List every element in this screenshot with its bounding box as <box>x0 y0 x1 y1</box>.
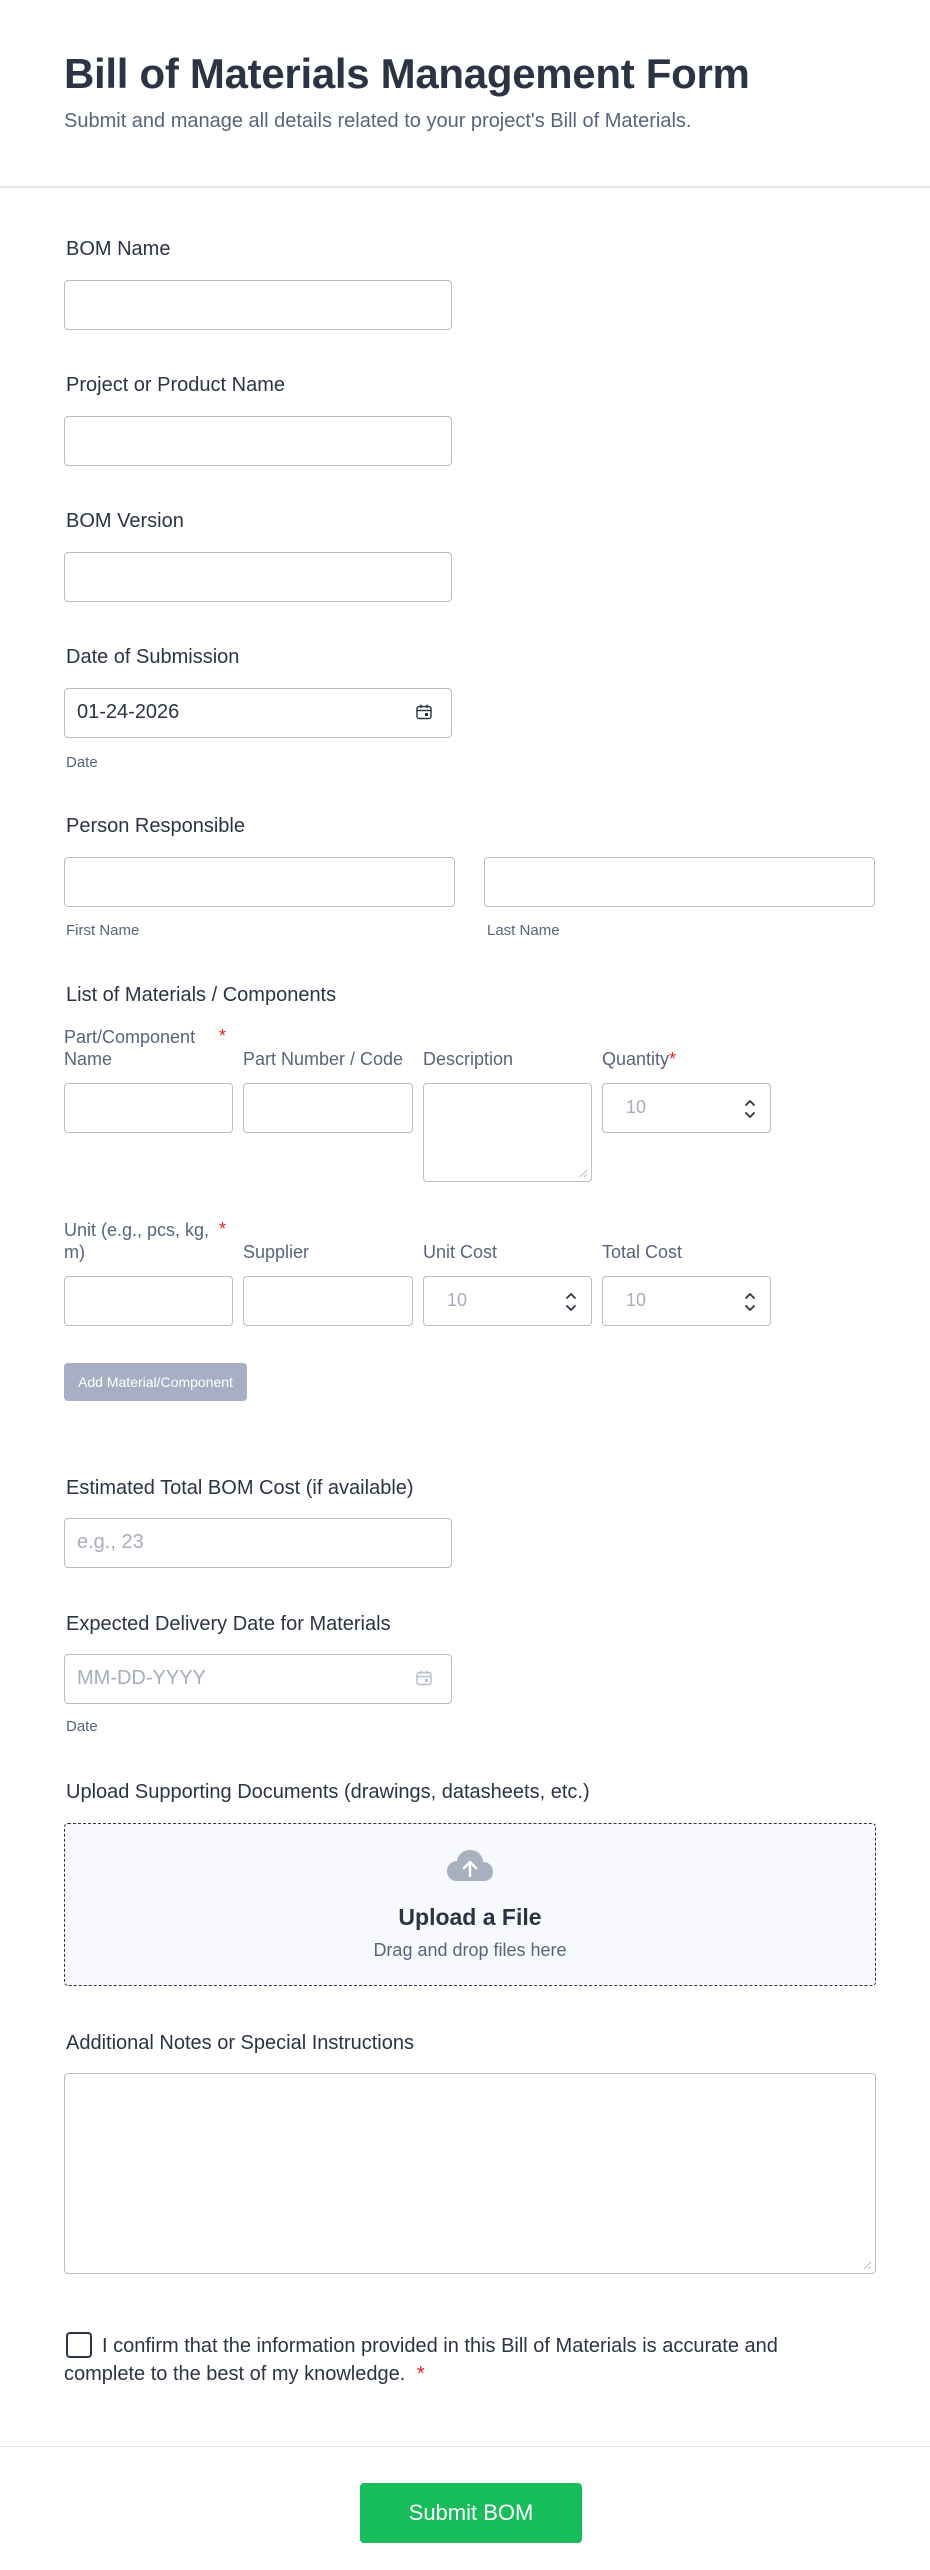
col-total-cost-label: Total Cost <box>602 1242 683 1262</box>
required-marker: * <box>219 1026 227 1046</box>
resize-handle-icon[interactable] <box>862 2260 872 2270</box>
cloud-upload-icon <box>445 1848 495 1884</box>
estimated-cost-label: Estimated Total BOM Cost (if available) <box>66 1477 414 1499</box>
col-part-name-label: Part/Component Name <box>64 1027 196 1069</box>
col-quantity-label: Quantity* <box>602 1049 677 1069</box>
form-title: Bill of Materials Management Form <box>64 50 750 97</box>
description-textarea[interactable] <box>423 1083 592 1182</box>
total-cost-stepper[interactable] <box>602 1276 771 1326</box>
file-upload-dropzone[interactable] <box>64 1823 876 1986</box>
form-header <box>0 0 930 188</box>
delivery-date-sublabel: Date <box>66 1718 98 1735</box>
upload-label: Upload Supporting Documents (drawings, datasheets, etc.) <box>66 1781 590 1803</box>
delivery-date-placeholder: MM-DD-YYYY <box>77 1667 206 1689</box>
estimated-cost-input[interactable] <box>64 1518 452 1568</box>
col-description-label: Description <box>423 1049 514 1069</box>
delivery-date-label: Expected Delivery Date for Materials <box>66 1613 391 1635</box>
confirm-text: I confirm that the information provided in this Bill of Materials is accurate and complete to the best of my knowledge. * <box>64 2335 778 2385</box>
quantity-stepper[interactable] <box>602 1083 771 1133</box>
date-submission-sublabel: Date <box>66 754 98 771</box>
person-responsible-label: Person Responsible <box>66 815 245 837</box>
upload-hint: Drag and drop files here <box>373 1940 567 1960</box>
bom-name-label: BOM Name <box>66 238 171 260</box>
col-part-number-label: Part Number / Code <box>243 1049 404 1069</box>
first-name-input[interactable] <box>64 857 455 907</box>
bom-name-input[interactable] <box>64 280 452 330</box>
calendar-icon[interactable] <box>415 703 433 721</box>
bom-version-label: BOM Version <box>66 510 184 532</box>
spinner-arrows-icon[interactable] <box>564 1287 578 1317</box>
project-name-label: Project or Product Name <box>66 374 285 396</box>
col-supplier-label: Supplier <box>243 1242 310 1262</box>
first-name-sublabel: First Name <box>66 922 140 939</box>
materials-label: List of Materials / Components <box>66 984 337 1006</box>
total-cost-placeholder: 10 <box>626 1290 647 1310</box>
last-name-sublabel: Last Name <box>487 922 560 939</box>
supplier-input[interactable] <box>243 1276 413 1326</box>
part-name-input[interactable] <box>64 1083 233 1133</box>
resize-handle-icon[interactable] <box>578 1168 588 1178</box>
unit-cost-stepper[interactable] <box>423 1276 592 1326</box>
date-submission-value: 01-24-2026 <box>77 701 180 723</box>
last-name-input[interactable] <box>484 857 875 907</box>
required-marker: * <box>219 1219 227 1239</box>
spinner-arrows-icon[interactable] <box>743 1287 757 1317</box>
upload-title: Upload a File <box>398 1904 542 1930</box>
part-number-input[interactable] <box>243 1083 413 1133</box>
form-subtitle: Submit and manage all details related to your project's Bill of Materials. <box>64 110 692 132</box>
add-material-button[interactable]: Add Material/Component <box>64 1363 247 1401</box>
spinner-arrows-icon[interactable] <box>743 1094 757 1124</box>
notes-label: Additional Notes or Special Instructions <box>66 2032 414 2054</box>
date-submission-label: Date of Submission <box>66 646 240 668</box>
quantity-placeholder: 10 <box>626 1097 647 1117</box>
submit-button[interactable]: Submit BOM <box>360 2483 582 2543</box>
bom-version-input[interactable] <box>64 552 452 602</box>
col-unit-label: Unit (e.g., pcs, kg, m) <box>64 1220 210 1262</box>
delivery-date-input[interactable] <box>64 1654 452 1704</box>
col-unit-cost-label: Unit Cost <box>423 1242 498 1262</box>
notes-textarea[interactable] <box>64 2073 876 2274</box>
date-submission-input[interactable] <box>64 688 452 738</box>
unit-cost-placeholder: 10 <box>447 1290 468 1310</box>
estimated-cost-placeholder: e.g., 23 <box>77 1531 144 1553</box>
footer-divider <box>0 2446 930 2447</box>
calendar-icon[interactable] <box>415 1669 433 1687</box>
project-name-input[interactable] <box>64 416 452 466</box>
unit-input[interactable] <box>64 1276 233 1326</box>
